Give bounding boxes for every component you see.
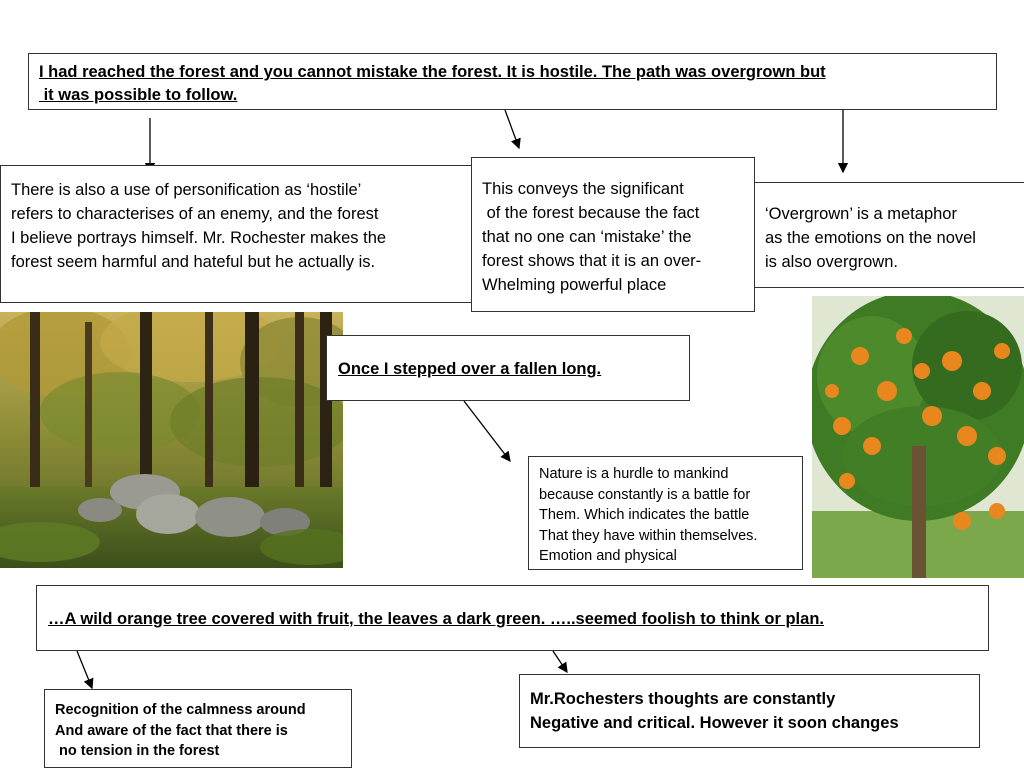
note-personification-line-1: There is also a use of personification as ‘hostile’: [11, 181, 362, 199]
note-significant-line-4: forest shows that it is an over-: [482, 252, 702, 270]
note-personification-line-2: refers to characterises of an enemy, and the forest: [11, 205, 379, 223]
quote-top-line-1: I had reached the forest and you cannot mistake the forest. It is hostile. The path was overgrown but: [39, 63, 826, 81]
note-rochester-line-1: Mr.Rochesters thoughts are constantly: [530, 690, 836, 708]
quote-top-box: [28, 53, 997, 110]
note-nature-box: [528, 456, 803, 570]
note-significant-line-5: Whelming powerful place: [482, 276, 667, 294]
note-overgrown-line-3: is also overgrown.: [765, 253, 898, 271]
quote-top-line-2: it was possible to follow.: [39, 86, 238, 104]
note-nature-line-3: Them. Which indicates the battle: [539, 507, 750, 523]
note-nature-line-5: Emotion and physical: [539, 548, 677, 564]
note-nature-line-1: Nature is a hurdle to mankind: [539, 466, 729, 482]
note-significant-line-2: of the forest because the fact: [482, 204, 700, 222]
quote-orange-box: [36, 585, 989, 651]
note-rochester-line-2: Negative and critical. However it soon changes: [530, 714, 899, 732]
arrow-to-rochester: [553, 651, 567, 672]
note-nature-line-4: That they have within themselves.: [539, 527, 758, 544]
orange-tree-photo-icon: [812, 296, 1024, 578]
note-significant-line-3: that no one can ‘mistake’ the: [482, 228, 692, 246]
note-overgrown-box: [754, 182, 1024, 288]
note-personification-line-4: forest seem harmful and hateful but he actually is.: [11, 253, 376, 271]
quote-fallen-box: [326, 335, 690, 401]
note-nature-line-2: because constantly is a battle for: [539, 486, 751, 503]
note-personification-line-3: I believe portrays himself. Mr. Rochester makes the: [11, 229, 387, 247]
orange-tree-image: [812, 296, 1024, 578]
arrow-to-nature: [464, 401, 510, 461]
note-calmness-line-3: no tension in the forest: [55, 743, 220, 759]
note-rochester-box: [519, 674, 980, 748]
forest-image: [0, 312, 343, 568]
note-calmness-box: [44, 689, 352, 768]
arrow-to-significant: [505, 110, 519, 148]
note-personification-box: [0, 165, 474, 303]
note-overgrown-line-2: as the emotions on the novel: [765, 229, 976, 247]
quote-fallen-text: Once I stepped over a fallen long.: [338, 360, 602, 378]
note-significant-line-1: This conveys the significant: [482, 180, 684, 198]
quote-orange-text: …A wild orange tree covered with fruit, the leaves a dark green. …..seemed foolish to think or plan.: [48, 610, 824, 628]
note-calmness-line-1: Recognition of the calmness around: [55, 702, 306, 718]
forest-photo-icon: [0, 312, 343, 568]
note-overgrown-line-1: ‘Overgrown’ is a metaphor: [765, 205, 957, 223]
note-significant-box: [471, 157, 755, 312]
note-calmness-line-2: And aware of the fact that there is: [55, 722, 288, 739]
arrow-to-calmness: [77, 651, 92, 688]
